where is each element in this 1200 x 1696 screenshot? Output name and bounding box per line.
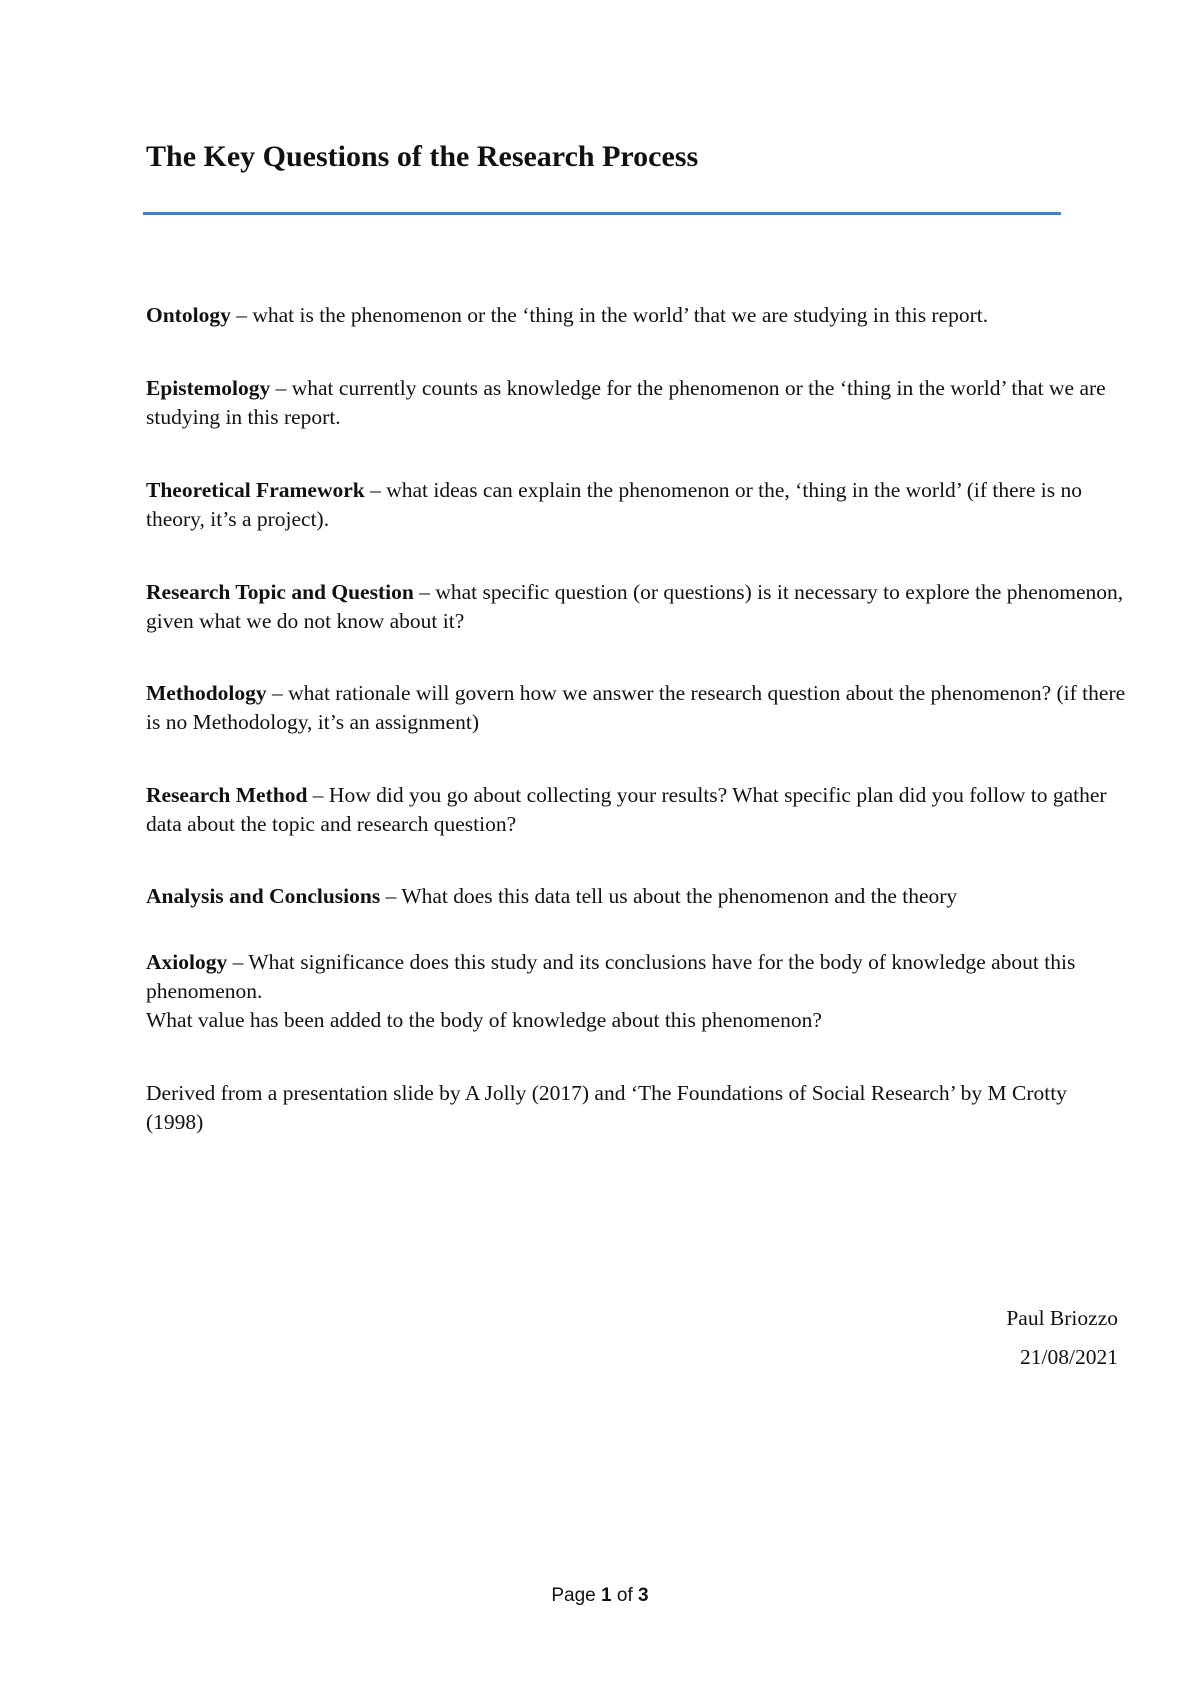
entry-methodology xyxy=(146,679,1126,737)
entry-term: Analysis and Conclusions xyxy=(146,884,381,908)
entry-term: Ontology xyxy=(146,303,231,327)
entry-theoretical-framework xyxy=(146,476,1126,534)
entry-term: Epistemology xyxy=(146,376,271,400)
entry-analysis-conclusions xyxy=(146,882,1126,911)
page-label: Page xyxy=(551,1585,596,1606)
entry-ontology xyxy=(146,301,1126,330)
entry-text: – What does this data tell us about the phenomenon and the theory xyxy=(380,884,958,908)
entry-term: Research Topic and Question xyxy=(146,580,414,604)
title-underline xyxy=(143,212,1061,215)
entry-term: Research Method xyxy=(146,783,308,807)
attribution-note: Derived from a presentation slide by A Jolly (2017) and ‘The Foundations of Social Research’ by M Crotty (1998) xyxy=(146,1081,1067,1134)
document-title: The Key Questions of the Research Process xyxy=(146,140,699,173)
entry-epistemology xyxy=(146,374,1126,432)
author-name: Paul Briozzo xyxy=(1006,1306,1118,1330)
entry-text: – what ideas can explain the phenomenon or the, ‘thing in the world’ (if there is no theory, it’s a project). xyxy=(146,478,1082,531)
entry-axiology xyxy=(146,948,1126,1035)
entry-extra-line: What value has been added to the body of knowledge about this phenomenon? xyxy=(146,1008,822,1032)
entry-research-method xyxy=(146,781,1126,839)
entry-text: – what is the phenomenon or the ‘thing in the world’ that we are studying in this report. xyxy=(230,303,989,327)
entry-text: – what currently counts as knowledge for the phenomenon or the ‘thing in the world’ that we are studying in this report. xyxy=(146,376,1106,429)
page-footer xyxy=(0,1585,1200,1607)
entry-text: – How did you go about collecting your results? What specific plan did you follow to gather data about the topic and research question? xyxy=(146,783,1107,836)
signature-date: 21/08/2021 xyxy=(1020,1345,1118,1369)
page-number: 1 xyxy=(601,1585,612,1606)
entry-text: – what specific question (or questions) is it necessary to explore the phenomenon, given what we do not know about it? xyxy=(146,580,1124,633)
entry-research-topic xyxy=(146,578,1126,636)
page-of-label: of xyxy=(616,1585,633,1606)
page-total: 3 xyxy=(638,1585,649,1606)
entry-term: Theoretical Framework xyxy=(146,478,365,502)
entry-text: – what rationale will govern how we answer the research question about the phenomenon? (if there is no Methodology, it’s an assignment) xyxy=(146,681,1126,734)
entry-term: Methodology xyxy=(146,681,267,705)
entry-text: – What significance does this study and its conclusions have for the body of knowledge about this phenomenon. xyxy=(146,950,1076,1003)
entry-term: Axiology xyxy=(146,950,228,974)
